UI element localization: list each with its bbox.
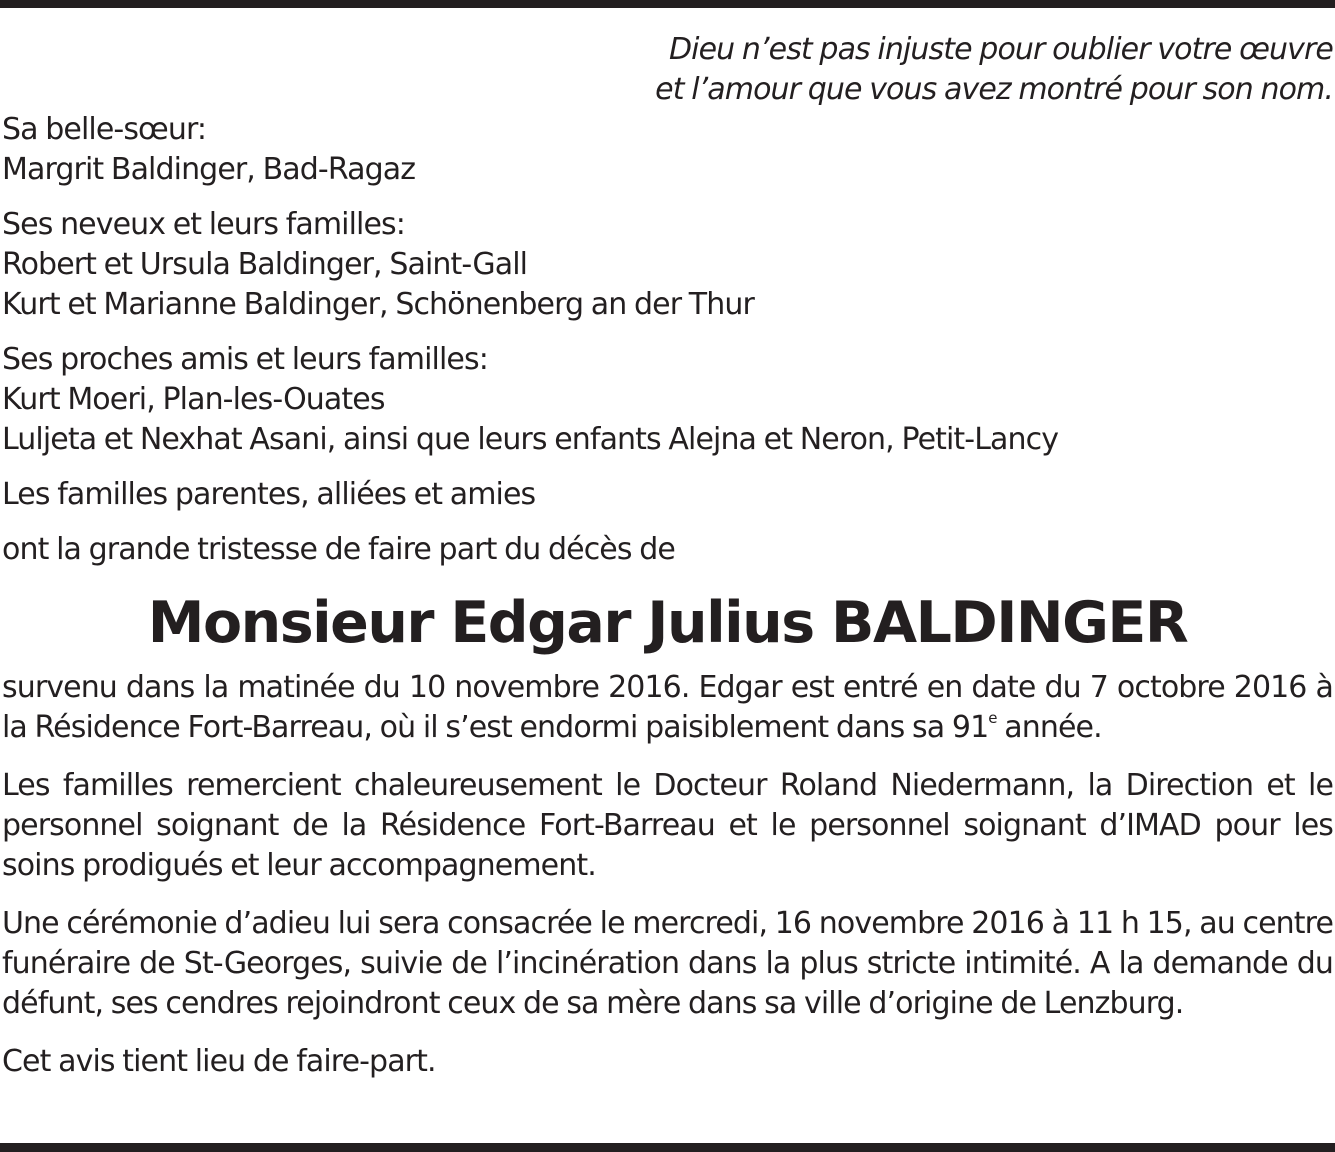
death-paragraph-text: survenu dans la matinée du 10 novembre 2016. Edgar est entré en date du 7 octobre 2016 à la Résidence Fort-Barreau, où il s’est endormi paisiblement dans sa 91: [2, 670, 1333, 745]
closing-line-text: Cet avis tient lieu de faire-part.: [2, 1044, 436, 1079]
ordinal-suffix: e: [988, 709, 997, 727]
epigraph-line-1: Dieu n’est pas injuste pour oublier votre œuvre: [668, 32, 1333, 67]
obituary-notice: [2, 30, 1333, 1082]
nephew-family-1: Robert et Ursula Baldinger, Saint-Gall: [2, 247, 528, 282]
sister-in-law-name: Margrit Baldinger, Bad-Ragaz: [2, 152, 416, 187]
sister-in-law-section: [2, 110, 1333, 190]
friends-section: [2, 340, 1333, 460]
ceremony-paragraph: Une cérémonie d’adieu lui sera consacrée le mercredi, 16 novembre 2016 à 11 h 15, au centre funéraire de St-Georges, suivie de l’incinération dans la plus stricte intimité. A la demande du défunt, ses cendres rejoindront ceux de sa mère dans sa ville d’origine de Lenzburg.: [2, 906, 1333, 1021]
announcement-line-text: ont la grande tristesse de faire part du décès de: [2, 532, 675, 567]
families-line: [2, 475, 1333, 515]
nephews-section: [2, 205, 1333, 325]
nephews-heading: Ses neveux et leurs familles:: [2, 207, 405, 242]
death-paragraph: [2, 668, 1333, 748]
deceased-name: Monsieur Edgar Julius BALDINGER: [147, 590, 1188, 656]
bottom-rule: [0, 1143, 1335, 1152]
friend-2: Luljeta et Nexhat Asani, ainsi que leurs enfants Alejna et Neron, Petit-Lancy: [2, 422, 1059, 457]
closing-line: [2, 1042, 1333, 1082]
thanks-paragraph: Les familles remercient chaleureusement le Docteur Roland Niedermann, la Direction et le personnel soignant de la Résidence Fort-Barreau et le personnel soignant d’IMAD pour les soins prodigués et leur accompagnement.: [2, 768, 1333, 883]
announcement-line: [2, 530, 1333, 570]
nephew-family-2: Kurt et Marianne Baldinger, Schönenberg an der Thur: [2, 287, 754, 322]
epigraph-quote: [2, 30, 1333, 110]
sister-in-law-heading: Sa belle-sœur:: [2, 112, 207, 147]
friend-1: Kurt Moeri, Plan-les-Ouates: [2, 382, 385, 417]
friends-heading: Ses proches amis et leurs familles:: [2, 342, 488, 377]
death-paragraph-end: année.: [996, 710, 1102, 745]
families-line-text: Les familles parentes, alliées et amies: [2, 477, 536, 512]
epigraph-line-2: et l’amour que vous avez montré pour son nom.: [655, 72, 1333, 107]
top-rule: [0, 0, 1335, 8]
